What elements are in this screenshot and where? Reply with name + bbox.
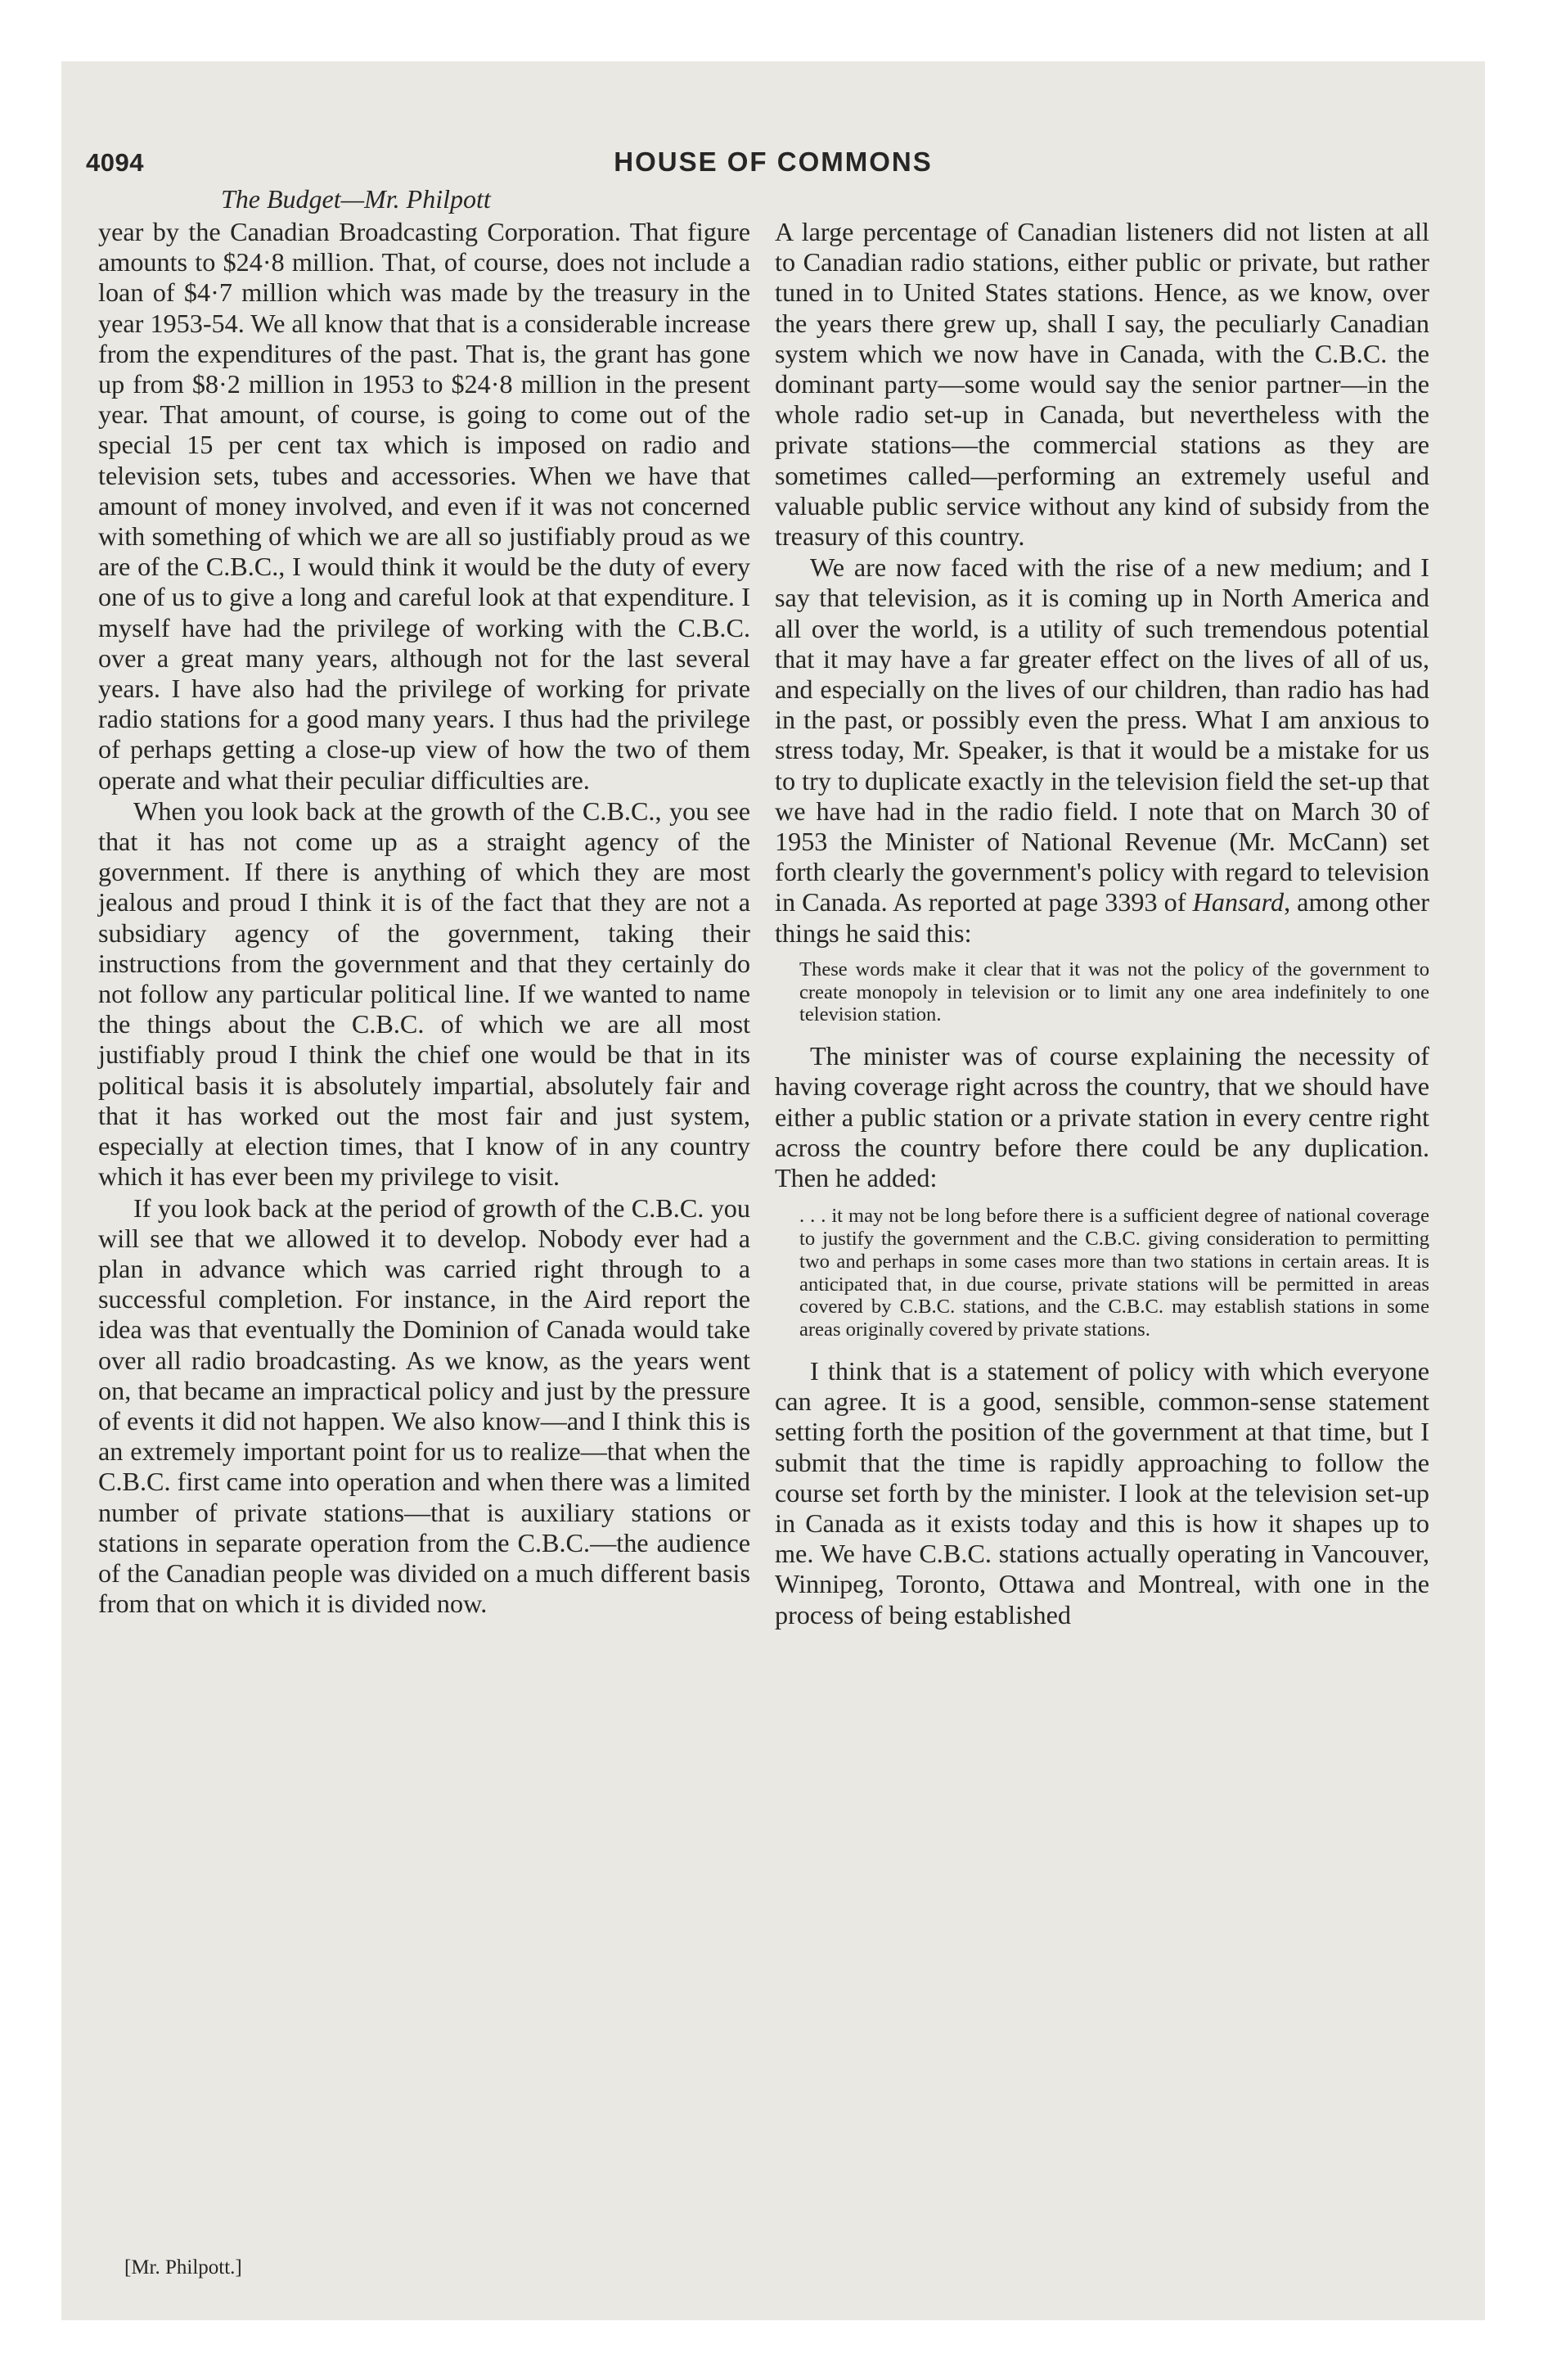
- hansard-reference: Hansard: [1192, 887, 1285, 917]
- right-paragraph-4: I think that is a statement of policy with which everyone can agree. It is a good, sensible, common-sense statement setting forth the position of the government at that time, but I submit that the time is rapidly approaching to follow the course set forth by the minister. I look at the television set-up in Canada as it exists today and this is how it shapes up to me. We have C.B.C. stations actually operating in Vancouver, Winnipeg, Toronto, Ottawa and Montreal, with one in the process of being established: [775, 1356, 1429, 1629]
- running-header-title: HOUSE OF COMMONS: [614, 146, 933, 177]
- right-paragraph-3: The minister was of course explaining the necessity of having coverage right across the country, that we should have either a public station or a private station in every centre right across the country before there could be any duplication. Then he added:: [775, 1041, 1429, 1193]
- right-paragraph-1: A large percentage of Canadian listeners did not listen at all to Canadian radio stations, either public or private, but rather tuned in to United States stations. Hence, as we know, over the years there grew up, shall I say, the peculiarly Canadian system which we now have in Canada, with the C.B.C. the dominant party—some would say the senior partner—in the whole radio set-up in Canada, but nevertheless with the private stations—the commercial stations as they are sometimes called—performing an extremely useful and valuable public service without any kind of subsidy from the treasury of this country.: [775, 217, 1429, 552]
- right-paragraph-2-text-a: We are now faced with the rise of a new medium; and I say that television, as it is coming up in North America and all over the world, is a utility of such tremendous potential that it may have a far greater effect on the lives of all of us, and especially on the lives of our children, than radio has had in the past, or possibly even the press. What I am anxious to stress today, Mr. Speaker, is that it would be a mistake for us to try to duplicate exactly in the television field the set-up that we have had in the radio field. I note that on March 30 of 1953 the Minister of National Revenue (Mr. McCann) set forth clearly the government's policy with regard to television in Canada. As reported at page 3393 of: [775, 552, 1429, 917]
- left-paragraph-1: year by the Canadian Broadcasting Corporation. That figure amounts to $24·8 million. That, of course, does not include a loan of $4·7 million which was made by the treasury in the year 1953-54. We all know that that is a considerable increase from the expenditures of the past. That is, the grant has gone up from $8·2 million in 1953 to $24·8 million in the present year. That amount, of course, is going to come out of the special 15 per cent tax which is imposed on radio and television sets, tubes and accessories. When we have that amount of money involved, and even if it was not concerned with something of which we are all so justifiably proud as we are of the C.B.C., I would think it would be the duty of every one of us to give a long and careful look at that expenditure. I myself have had the privilege of working with the C.B.C. over a great many years, although not for the last several years. I have also had the privilege of working for private radio stations for a good many years. I thus had the privilege of perhaps getting a close-up view of how the two of them operate and what their peculiar difficulties are.: [98, 217, 750, 795]
- block-quote-2: . . . it may not be long before there is a sufficient degree of national coverage to justify the government and the C.B.C. giving consideration to permitting two and perhaps in some cases more than two stations in certain areas. It is anticipated that, in due course, private stations will be permitted in areas covered by C.B.C. stations, and the C.B.C. may establish stations in some areas originally covered by private stations.: [799, 1205, 1429, 1341]
- right-paragraph-2: [775, 552, 1429, 949]
- left-paragraph-3: If you look back at the period of growth of the C.B.C. you will see that we allowed it to develop. Nobody ever had a plan in advance which was carried right through to a successful completion. For instance, in the Aird report the idea was that eventually the Dominion of Canada would take over all radio broadcasting. As we know, as the years went on, that became an impractical policy and just by the pressure of events it did not happen. We also know—and I think this is an extremely important point for us to realize—that when the C.B.C. first came into operation and when there was a limited number of private stations—that is auxiliary stations or stations in separate operation from the C.B.C.—the audience of the Canadian people was divided on a much different basis from that on which it is divided now.: [98, 1192, 750, 1619]
- left-column: [98, 217, 750, 1619]
- speaker-tag: [Mr. Philpott.]: [124, 2256, 242, 2279]
- right-paragraph-2-text-b: , among other things he said this:: [775, 887, 1429, 948]
- left-paragraph-2: When you look back at the growth of the C.B.C., you see that it has not come up as a straight agency of the government. If there is anything of which they are most jealous and proud I think it is of the fact that they are not a subsidiary agency of the government, taking their instructions from the government and that they certainly do not follow any particular political line. If we wanted to name the things about the C.B.C. of which we are all most justifiably proud I think the chief one would be that in its political basis it is absolutely impartial, absolutely fair and that it has worked out the most fair and just system, especially at election times, that I know of in any country which it has ever been my privilege to visit.: [98, 796, 750, 1192]
- page-number: 4094: [86, 148, 144, 177]
- document-page: [61, 61, 1485, 2320]
- block-quote-1: These words make it clear that it was not the policy of the government to create monopoly in television or to limit any one area indefinitely to one television station.: [799, 958, 1429, 1026]
- right-column: [775, 217, 1429, 1630]
- running-header-subtitle: The Budget—Mr. Philpott: [221, 184, 491, 214]
